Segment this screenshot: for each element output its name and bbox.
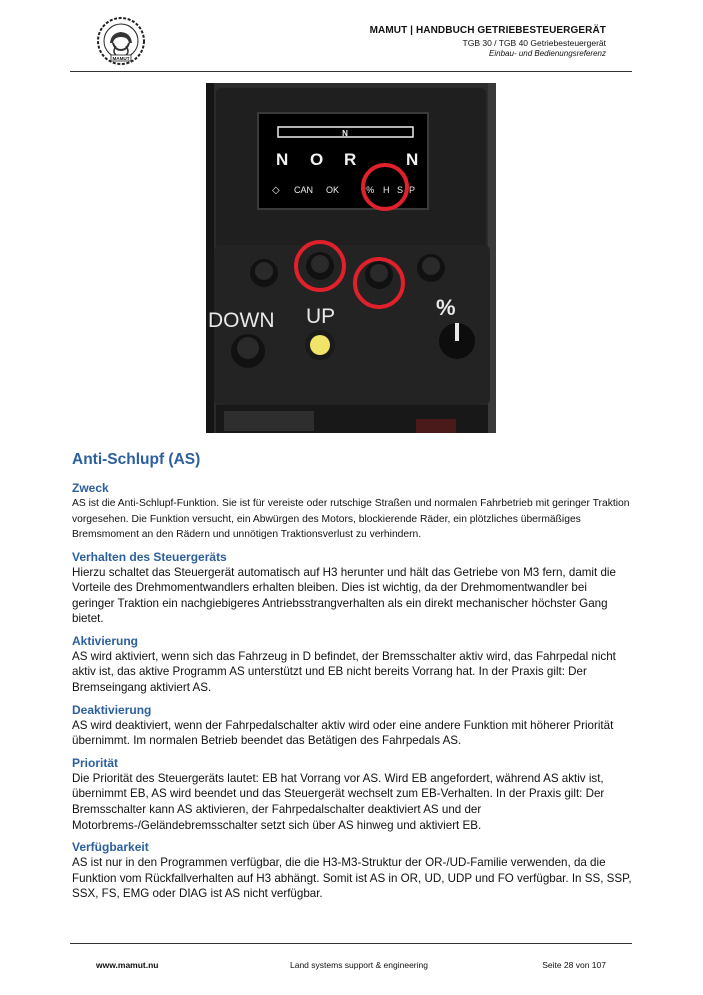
header-title: MAMUT | HANDBUCH GETRIEBESTEUERGERÄT [369,25,606,36]
yellow-led [310,335,330,355]
svg-text:MAMUT: MAMUT [112,55,130,61]
paragraph-zweck: AS ist die Anti-Schlupf-Funktion. Sie ist für vereiste oder rutschige Straßen und normalen Fahrbetrieb mit geringer Traktion vorgesehen. Die Funktion versucht, ein Abwürgen des Motors, blockierende Räder, ein plötzliches übermäßiges Bremsmoment an den Rädern und unnötigen Traktionsverlust zu verhindern. [72,498,630,540]
display-gear-2: O [310,150,324,169]
display-menu-ok: OK [326,185,340,195]
header-subtitle-secondary: Einbau- und Bedienungsreferenz [489,49,606,58]
subheading-zweck: Zweck [72,481,109,495]
footer-website[interactable]: www.mamut.nu [96,960,159,970]
down-label: DOWN [208,309,275,332]
display-gear-1: N [276,150,289,169]
display-bar-label: N [342,129,348,138]
subheading-prioritaet: Priorität [72,755,119,770]
display-menu-percent: <% [361,185,375,195]
display-gear-3: R [344,150,357,169]
footer-divider [70,943,632,944]
subheading-aktivierung: Aktivierung [72,633,139,648]
display-menu-p: P [409,185,416,195]
display-menu-s: S [397,185,404,195]
display-gear-4: N [406,150,419,169]
section-anti-schlupf [72,451,632,909]
paragraph-verfuegbarkeit: AS ist nur in den Programmen verfügbar, die die H3-M3-Struktur der OR-/UD-Familie verwenden, da die Funktion vom Rückfallverhalten auf H3 abhängt. Somit ist AS in OR, UD, UDP und FO verfügbar. In SS, SSP, SSX, FS, EMG oder DIAG ist AS nicht verfügbar. [72,856,632,901]
paragraph-prioritaet: Die Priorität des Steuergeräts lautet: EB hat Vorrang vor AS. Wird EB angefordert, während AS aktiv ist, übernimmt EB, AS wird beendet und das Steuergerät wechselt zum EB-Verhalten. In der Praxis gilt: Der Bremsschalter kann AS aktivieren, der Fahrpedalschalter deaktiviert AS und der Motorbrems-/Geländebremsschalter setzt sich über AS hinweg und aktiviert EB. [72,771,605,832]
header-subtitle: TGB 30 / TGB 40 Getriebesteuergerät [462,38,606,48]
footer-tagline: Land systems support & engineering [290,960,428,970]
footer-page-number: Seite 28 von 107 [542,960,606,970]
display-menu-can: CAN [294,185,314,195]
subheading-deaktivierung: Deaktivierung [72,702,152,717]
display-menu-h: H [383,185,390,195]
page-header [370,25,606,58]
paragraph-deaktivierung: AS wird deaktiviert, wenn der Fahrpedalschalter aktiv wird oder eine andere Funktion mit höherer Priorität übernimmt. Im normalen Betrieb beendet das Betätigen des Fahrpedals AS. [72,718,614,748]
percent-label: % [436,295,456,320]
subheading-verfuegbarkeit: Verfügbarkeit [72,840,149,855]
header-divider [70,71,632,72]
mamut-logo [96,16,146,66]
subheading-verhalten: Verhalten des Steuergeräts [72,549,227,564]
section-title: Anti-Schlupf (AS) [72,451,201,468]
paragraph-verhalten: Hierzu schaltet das Steuergerät automatisch auf H3 herunter und hält das Getriebe von M3 fern, damit die Vorteile des Drehmomentwandlers erhalten bleiben. Dies ist wichtig, da der Drehmomentwandler bei geringer Traktion ein nachgiebigeres Antriebsstrangverhalten als ein direkt mechanischer höchster Gang bietet. [72,565,616,626]
control-unit-photo [206,83,496,433]
up-label: UP [306,305,336,328]
paragraph-aktivierung: AS wird aktiviert, wenn sich das Fahrzeug in D befindet, der Bremsschalter aktiv wird, das Fahrpedal nicht aktiv ist, das aktive Programm AS unterstützt und EB nicht bereits Vorrang hat. In der Praxis gilt: Der Bremseingang aktiviert AS. [72,649,616,695]
display-menu-diamond: ◇ [272,185,280,196]
